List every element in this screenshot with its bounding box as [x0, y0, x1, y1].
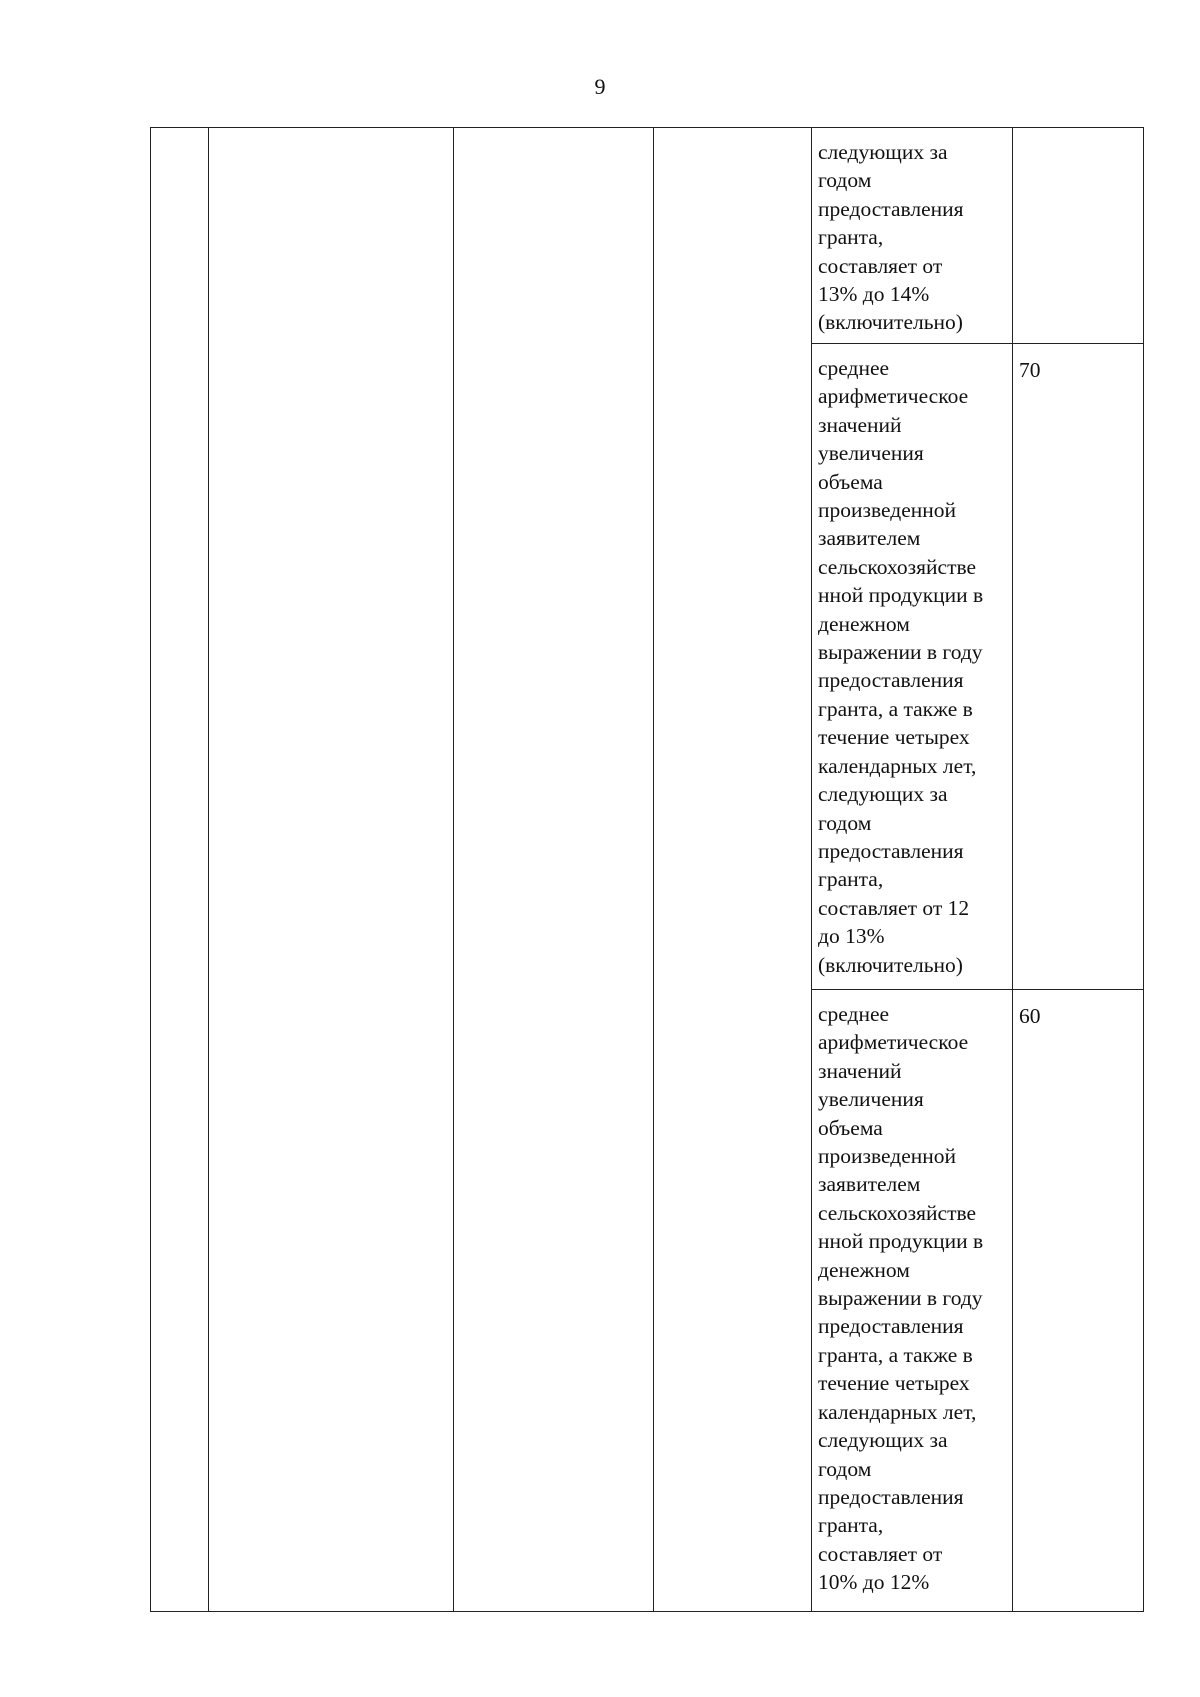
criteria-table [150, 127, 1144, 1612]
criterion-text: среднее арифметическое значений увеличения объема произведенной заявителем сельскохозяйстве нной продукции в денежном выражении в году предоставления гранта, а также в течение четырех календарных лет, следующих за годом предоставления гранта, составляет от 12 до 13% (включительно) [818, 356, 984, 977]
score-value [1013, 128, 1143, 146]
score-value: 70 [1019, 358, 1041, 382]
empty-cell-number [151, 128, 209, 1612]
empty-cell-requirement [454, 128, 654, 1612]
criterion-text: следующих за годом предоставления гранта, составляет от 13% до 14% (включительно) [818, 140, 964, 335]
criterion-text: среднее арифметическое значений увеличения объема произведенной заявителем сельскохозяйстве нной продукции в денежном выражении в году предоставления гранта, а также в течение четырех календарных лет, следующих за годом предоставления гранта, составляет от 10% до 12% [818, 1002, 984, 1595]
empty-cell-name [209, 128, 454, 1612]
criterion-cell [812, 128, 1013, 344]
score-cell [1013, 990, 1144, 1612]
criterion-cell [812, 990, 1013, 1612]
empty-cell-indicator [654, 128, 812, 1612]
criterion-cell [812, 344, 1013, 990]
score-value: 60 [1019, 1004, 1041, 1028]
score-cell [1013, 344, 1144, 990]
score-cell [1013, 128, 1144, 344]
table-row [151, 128, 1144, 344]
page-number: 9 [594, 74, 606, 99]
